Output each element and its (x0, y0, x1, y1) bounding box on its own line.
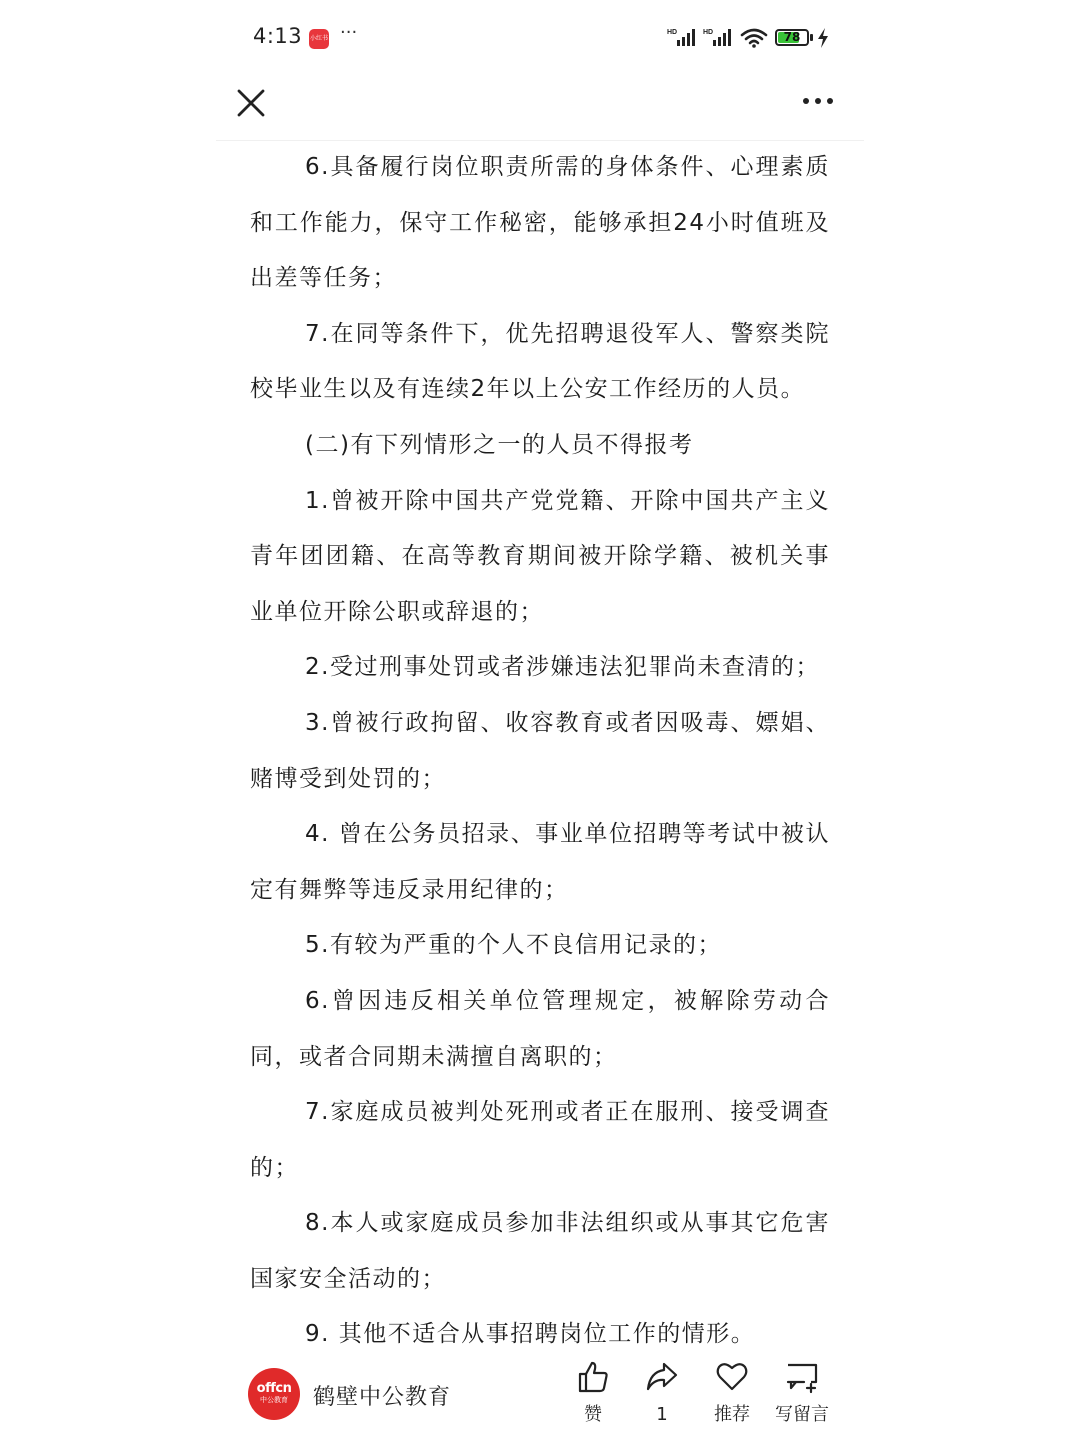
avatar-logo-subtext: 中公教育 (260, 1396, 288, 1404)
article-paragraph: 6.曾因违反相关单位管理规定，被解除劳动合同，或者合同期未满擅自离职的； (250, 987, 830, 1070)
recommend-button[interactable] (702, 1360, 762, 1430)
article-paragraph: 3.曾被行政拘留、收容教育或者因吸毒、嫖娼、赌博受到处罚的； (250, 709, 830, 792)
cellular-signal-icon-2 (703, 27, 733, 47)
account-avatar[interactable] (248, 1368, 300, 1420)
more-options-icon[interactable] (798, 88, 838, 114)
heart-icon (715, 1360, 749, 1394)
bottom-action-bar (216, 1348, 864, 1440)
battery-level-text: 78 (783, 30, 801, 44)
status-more-dots: ··· (340, 22, 358, 43)
write-comment-label: 写留言 (775, 1404, 829, 1425)
article-paragraph: 8.本人或家庭成员参加非法组织或从事其它危害国家安全活动的； (250, 1210, 830, 1292)
status-time: 4:13 (253, 24, 303, 48)
recommend-label: 推荐 (714, 1404, 750, 1425)
article-paragraph: 5.有较为严重的个人不良信用记录的； (305, 932, 722, 959)
cellular-signal-icon (667, 27, 697, 47)
charging-icon (817, 28, 829, 48)
wifi-icon (740, 28, 768, 48)
share-count: 1 (656, 1404, 668, 1425)
article-paragraph: 7.在同等条件下，优先招聘退役军人、警察类院校毕业生以及有连续2年以上公安工作经历的人员。 (250, 320, 830, 403)
status-bar (216, 0, 864, 78)
comment-icon (785, 1360, 819, 1394)
article-paragraph: 6.具备履行岗位职责所需的身体条件、心理素质和工作能力，保守工作秘密，能够承担24小时值班及出差等任务； (250, 154, 830, 292)
article-paragraph: 9. 其他不适合从事招聘岗位工作的情形。 (305, 1321, 756, 1348)
article-paragraph: 7.家庭成员被判处死刑或者正在服刑、接受调查的； (250, 1099, 830, 1181)
article-paragraph: 1.曾被开除中国共产党党籍、开除中国共产主义青年团团籍、在高等教育期间被开除学籍、被机关事业单位开除公职或辞退的； (250, 487, 830, 625)
close-icon[interactable] (234, 86, 268, 120)
top-nav-bar (216, 78, 864, 141)
section-heading: (二)有下列情形之一的人员不得报考 (305, 431, 694, 458)
svg-text:HD: HD (667, 29, 678, 36)
article-paragraph: 2.受过刑事处罚或者涉嫌违法犯罪尚未查清的； (305, 654, 820, 681)
thumbs-up-icon (576, 1360, 610, 1394)
write-comment-button[interactable] (772, 1360, 832, 1430)
share-button[interactable] (632, 1360, 692, 1430)
account-name[interactable]: 鹤壁中公教育 (313, 1385, 452, 1410)
battery-cap (810, 34, 813, 41)
xiaohongshu-app-icon: 小红书 (309, 29, 329, 49)
share-icon (645, 1360, 679, 1394)
phone-screen (216, 0, 864, 1440)
avatar-logo-text: offcn (256, 1381, 292, 1396)
like-button[interactable] (563, 1360, 623, 1430)
article-paragraph: 4. 曾在公务员招录、事业单位招聘等考试中被认定有舞弊等违反录用纪律的； (250, 821, 830, 903)
like-label: 赞 (584, 1404, 602, 1425)
svg-text:HD: HD (703, 29, 714, 36)
article-content (250, 140, 830, 1348)
battery-icon (775, 29, 809, 46)
